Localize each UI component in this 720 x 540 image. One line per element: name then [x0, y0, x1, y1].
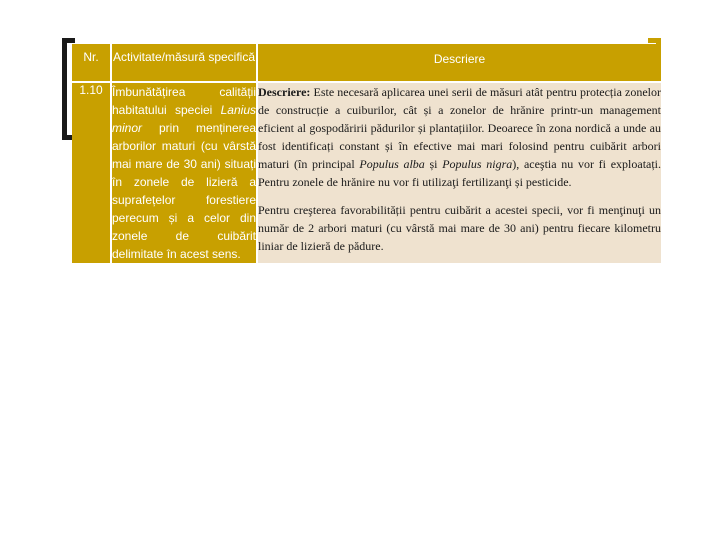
table-header-row [72, 44, 661, 82]
species-populus-alba: Populus alba [359, 157, 425, 171]
header-nr: Nr. [72, 44, 111, 82]
species-populus-nigra: Populus nigra [442, 157, 513, 171]
header-activity: Activitate/măsură specifică [111, 44, 257, 82]
description-paragraph-1 [258, 83, 661, 191]
activity-species: Lanius minor [112, 103, 256, 135]
description-text-b: ), aceştia nu vor fi exploatați. Pentru zonele de hrănire nu vor fi utilizaţi fertilizanţi și pesticide. [258, 157, 662, 189]
activity-text-tail: prin menținerea arborilor maturi (cu vârstă mai mare de 30 ani) situați în zonele de lizieră a suprafețelor forestiere perecum și a celor din zonele de cuibărit delimitate în acest sens. [112, 121, 256, 261]
description-conjunction: și [429, 157, 438, 171]
row-number: 1.10 [72, 82, 111, 263]
activity-text: Îmbunătățirea calității habitatului speciei [112, 85, 256, 117]
measures-table [72, 44, 661, 263]
description-paragraph-2: Pentru creşterea favorabilității pentru cuibărit a acestei specii, vor fi menţinuţi un număr de 2 arbori maturi (cu vârstă mai mare de 30 ani) pentru fiecare kilometru liniar de lizieră de pădure. [258, 203, 661, 253]
activity-cell [111, 82, 257, 263]
description-cell [257, 82, 661, 263]
description-text-a: Este necesară aplicarea unei serii de măsuri atât pentru protecția zonelor de construcție a cuiburilor, cât și a zonelor de hrănire printr-un management eficient al gospodăririi pădurilor și plantațiilor. Deoarece în zona nordică a unde au fost identificați constant și în efective mai mari folosind pentru cuibărit arbori maturi (în principal [258, 85, 662, 171]
header-description: Descriere [257, 44, 661, 82]
description-label: Descriere: [258, 85, 311, 99]
table-row [72, 82, 661, 263]
